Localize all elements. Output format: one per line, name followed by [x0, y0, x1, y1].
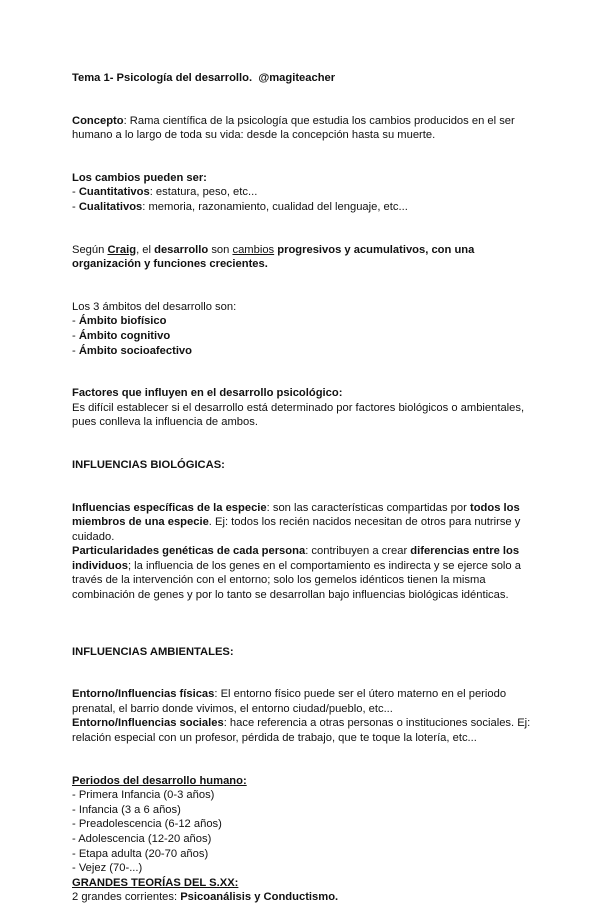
fisicas-line-2	[72, 702, 532, 717]
ambito-item	[72, 329, 532, 344]
especie-line-1	[72, 501, 532, 516]
biologicas-heading	[72, 458, 532, 473]
craig-pre: Según	[72, 243, 108, 256]
list-dash: -	[72, 315, 79, 328]
periodo-text: - Etapa adulta (20-70 años)	[72, 847, 209, 860]
factores-text-2: pues conlleva la influencia de ambos.	[72, 416, 258, 429]
cualitativos-label: Cualitativos	[78, 200, 143, 213]
geneticas-line-1	[72, 544, 532, 559]
fisicas-line-1	[72, 687, 532, 702]
teorias-heading-text: GRANDES TEORÍAS DEL S.XX:	[72, 876, 239, 889]
fisicas-text-2: prenatal, el barrio donde vivimos, el entorno ciudad/pueblo, etc...	[72, 702, 393, 715]
ambientales-heading-text: INFLUENCIAS AMBIENTALES:	[72, 645, 234, 658]
especie-label: Influencias específicas de la especie	[72, 501, 267, 514]
geneticas-bold-2: individuos	[72, 559, 128, 572]
sociales-line-1	[72, 716, 532, 731]
ambitos-intro-text: Los 3 ámbitos del desarrollo son:	[72, 300, 237, 313]
list-dash: -	[72, 186, 79, 199]
cambios-heading	[72, 171, 532, 186]
teorias-heading	[72, 876, 532, 891]
concepto-line-2	[72, 128, 532, 143]
craig-comma: , el	[136, 243, 155, 256]
ambito-cognitivo: Ámbito cognitivo	[78, 329, 171, 342]
geneticas-text-2: ; la influencia de los genes en el comportamiento es indirecta y se ejerce solo a	[127, 559, 521, 572]
especie-bold-2: miembros de una especie	[72, 516, 209, 529]
title-text: Tema 1- Psicología del desarrollo.	[72, 72, 253, 84]
ambito-item	[72, 344, 532, 359]
periodo-text: - Infancia (3 a 6 años)	[72, 803, 181, 816]
craig-son: son	[208, 243, 233, 256]
list-item	[72, 817, 532, 832]
geneticas-text-3: través de la intervención con el entorno; solo los gemelos idénticos tienen la misma	[72, 574, 486, 587]
biologicas-heading-text: INFLUENCIAS BIOLÓGICAS:	[72, 458, 225, 471]
geneticas-line-2	[72, 559, 532, 574]
teorias-line	[72, 890, 532, 905]
especie-text-1: : son las características compartidas por	[266, 501, 470, 514]
sociales-label: Entorno/Influencias sociales	[72, 717, 224, 730]
sociales-text-2: relación especial con un profesor, pérdida de trabajo, que te toque la lotería, etc...	[72, 732, 477, 745]
document-title	[72, 71, 532, 86]
factores-text-1: Es difícil establecer si el desarrollo está determinado por factores biológicos o ambientales,	[72, 401, 525, 414]
list-item	[72, 847, 532, 862]
cualitativos-text: : memoria, razonamiento, cualidad del lenguaje, etc...	[142, 200, 408, 213]
ambito-item	[72, 314, 532, 329]
teorias-bold: Psicoanálisis y Conductismo.	[180, 891, 339, 904]
geneticas-text-1: : contribuyen a crear	[305, 545, 411, 558]
factores-line-1	[72, 401, 532, 416]
geneticas-line-3	[72, 573, 532, 588]
ambito-socioafectivo: Ámbito socioafectivo	[78, 344, 192, 357]
especie-line-2	[72, 515, 532, 530]
cuantitativos-text: : estatura, peso, etc...	[149, 186, 258, 199]
geneticas-label: Particularidades genéticas de cada persona	[72, 545, 306, 558]
factores-line-2	[72, 415, 532, 430]
list-dash: -	[72, 344, 79, 357]
teorias-pre: 2 grandes corrientes:	[72, 891, 181, 904]
periodos-heading	[72, 774, 532, 789]
concepto-text-2: humano a lo largo de toda su vida: desde la concepción hasta su muerte.	[72, 129, 436, 142]
especie-line-3	[72, 530, 532, 545]
list-item	[72, 832, 532, 847]
concepto-paragraph	[72, 114, 532, 129]
craig-line-2	[72, 257, 532, 272]
craig-desarrollo: desarrollo	[154, 243, 209, 256]
geneticas-text-4: combinación de genes y por lo tanto se desarrollan bajo influencias biológicas idénticas.	[72, 589, 509, 602]
geneticas-line-4	[72, 588, 532, 603]
concepto-text-1: : Rama científica de la psicología que estudia los cambios producidos en el ser	[123, 114, 515, 127]
document-body	[72, 71, 532, 905]
cambios-item	[72, 200, 532, 215]
author-handle: @magiteacher	[258, 72, 336, 84]
list-item	[72, 788, 532, 803]
craig-rest-2: organización y funciones crecientes.	[72, 258, 268, 271]
cuantitativos-label: Cuantitativos	[78, 186, 150, 199]
concepto-label: Concepto	[72, 114, 124, 127]
especie-text-2: . Ej: todos los recién nacidos necesitan de otros para nutrirse y	[208, 516, 521, 529]
ambito-biofisico: Ámbito biofísico	[78, 315, 167, 328]
periodo-text: - Vejez (70-...)	[72, 862, 143, 875]
list-item	[72, 803, 532, 818]
periodo-text: - Preadolescencia (6-12 años)	[72, 818, 222, 831]
factores-heading	[72, 386, 532, 401]
periodo-text: - Adolescencia (12-20 años)	[72, 833, 212, 845]
geneticas-bold-1: diferencias entre los	[410, 545, 520, 558]
especie-text-3: cuidado.	[72, 530, 115, 543]
ambientales-heading	[72, 645, 532, 660]
fisicas-label: Entorno/Influencias físicas	[72, 688, 215, 701]
ambitos-intro	[72, 300, 532, 315]
craig-cambios: cambios	[232, 243, 275, 256]
cambios-heading-text: Los cambios pueden ser:	[72, 171, 207, 184]
periodos-heading-text: Periodos del desarrollo humano:	[72, 774, 247, 787]
list-dash: -	[72, 200, 79, 213]
fisicas-text-1: : El entorno físico puede ser el útero materno en el periodo	[214, 688, 507, 701]
factores-heading-text: Factores que influyen en el desarrollo psicológico:	[72, 387, 343, 400]
list-dash: -	[72, 329, 79, 342]
periodo-text: - Primera Infancia (0-3 años)	[72, 789, 215, 802]
cambios-item	[72, 185, 532, 200]
craig-rest-1: progresivos y acumulativos, con una	[274, 243, 475, 256]
craig-paragraph	[72, 243, 532, 258]
craig-author: Craig	[107, 243, 137, 256]
especie-bold-1: todos los	[469, 501, 520, 514]
sociales-text-1: : hace referencia a otras personas o instituciones sociales. Ej:	[223, 717, 531, 730]
list-item	[72, 861, 532, 876]
sociales-line-2	[72, 731, 532, 746]
